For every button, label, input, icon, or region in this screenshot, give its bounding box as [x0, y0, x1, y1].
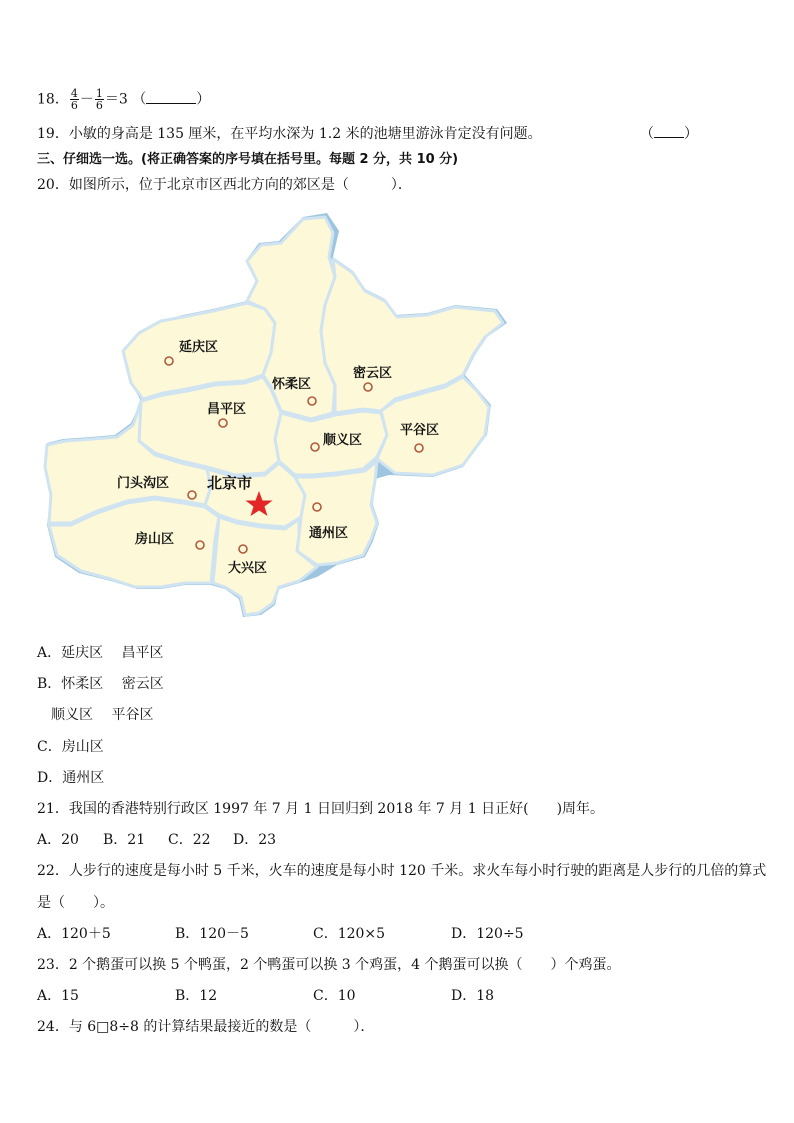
marker-shunyi: [311, 443, 319, 451]
question-19: 19．小敏的身高是 135 厘米，在平均水深为 1.2 米的池塘里游泳肯定没有问题。: [37, 126, 542, 142]
marker-fangshan: [196, 541, 204, 549]
q22-option-a[interactable]: A．120＋5: [37, 926, 111, 942]
q21-option-c[interactable]: C．22: [168, 832, 211, 848]
q20-option-b-cont: 顺义区 平谷区: [37, 707, 154, 723]
q20-option-c[interactable]: C．房山区: [37, 739, 104, 755]
question-21: 21．我国的香港特别行政区 1997 年 7 月 1 日回归到 2018 年 7 月 1 日正好( )周年。: [37, 801, 605, 817]
q23-option-c[interactable]: C．10: [313, 988, 356, 1004]
label-beijing-city: 北京市: [207, 474, 253, 492]
marker-mentougou: [188, 491, 196, 499]
label-mentougou: 门头沟区: [117, 476, 170, 491]
marker-huairou: [308, 397, 316, 405]
q20-option-d[interactable]: D．通州区: [37, 770, 105, 786]
q21-option-b[interactable]: B．21: [103, 832, 146, 848]
question-24: 24．与 6□8÷8 的计算结果最接近的数是（ ）．: [37, 1019, 375, 1035]
district-tongzhou: [295, 461, 377, 565]
label-yanqing: 延庆区: [179, 340, 219, 355]
fraction-1-6: $\frac{1}{6}$: [95, 87, 103, 112]
label-huairou: 怀柔区: [272, 377, 312, 392]
question-22-line1: 22．人步行的速度是每小时 5 千米，火车的速度是每小时 120 千米。求火车每小时行驶的距离是人步行的几倍的算式: [37, 863, 767, 879]
question-18: 18． $\frac{4}{6}$ － $\frac{1}{6}$ ＝3 （ ）: [37, 87, 211, 112]
fraction-4-6: $\frac{4}{6}$: [70, 87, 78, 112]
marker-pinggu: [415, 444, 423, 452]
map-districts: [45, 213, 507, 617]
q20-option-b[interactable]: B．怀柔区 密云区: [37, 676, 164, 692]
q20-option-a[interactable]: A．延庆区 昌平区: [37, 645, 164, 661]
label-daxing: 大兴区: [228, 561, 268, 576]
question-23: 23．2 个鹅蛋可以换 5 个鸭蛋，2 个鸭蛋可以换 3 个鸡蛋，4 个鹅蛋可以换（ ）个鸡蛋。: [37, 957, 621, 973]
marker-yanqing: [165, 357, 173, 365]
question-19-answer: （ ）: [640, 126, 698, 142]
q22-option-b[interactable]: B．120－5: [175, 926, 249, 942]
label-shunyi: 顺义区: [323, 433, 363, 448]
answer-blank-19[interactable]: [654, 137, 684, 138]
q21-option-d[interactable]: D．23: [233, 832, 277, 848]
marker-tongzhou: [313, 503, 321, 511]
q22-option-c[interactable]: C．120×5: [313, 926, 386, 942]
question-20: 20．如图所示，位于北京市区西北方向的郊区是（ ）．: [37, 177, 412, 193]
answer-blank-18[interactable]: [146, 103, 196, 104]
q23-option-a[interactable]: A．15: [37, 988, 79, 1004]
q23-option-b[interactable]: B．12: [175, 988, 218, 1004]
marker-daxing: [239, 545, 247, 553]
label-fangshan: 房山区: [135, 532, 175, 547]
label-tongzhou: 通州区: [309, 526, 349, 541]
label-pinggu: 平谷区: [400, 423, 440, 438]
question-22-line2: 是（ ）。: [37, 895, 114, 911]
marker-miyun: [364, 383, 372, 391]
label-miyun: 密云区: [353, 366, 393, 381]
q23-option-d[interactable]: D．18: [451, 988, 495, 1004]
label-changping: 昌平区: [207, 402, 247, 417]
beijing-district-map: [35, 205, 515, 635]
marker-changping: [219, 419, 227, 427]
q21-option-a[interactable]: A．20: [37, 832, 79, 848]
section-3-heading: 三、仔细选一选。(将正确答案的序号填在括号里。每题 2 分，共 10 分): [37, 152, 459, 167]
q22-option-d[interactable]: D．120÷5: [451, 926, 524, 942]
